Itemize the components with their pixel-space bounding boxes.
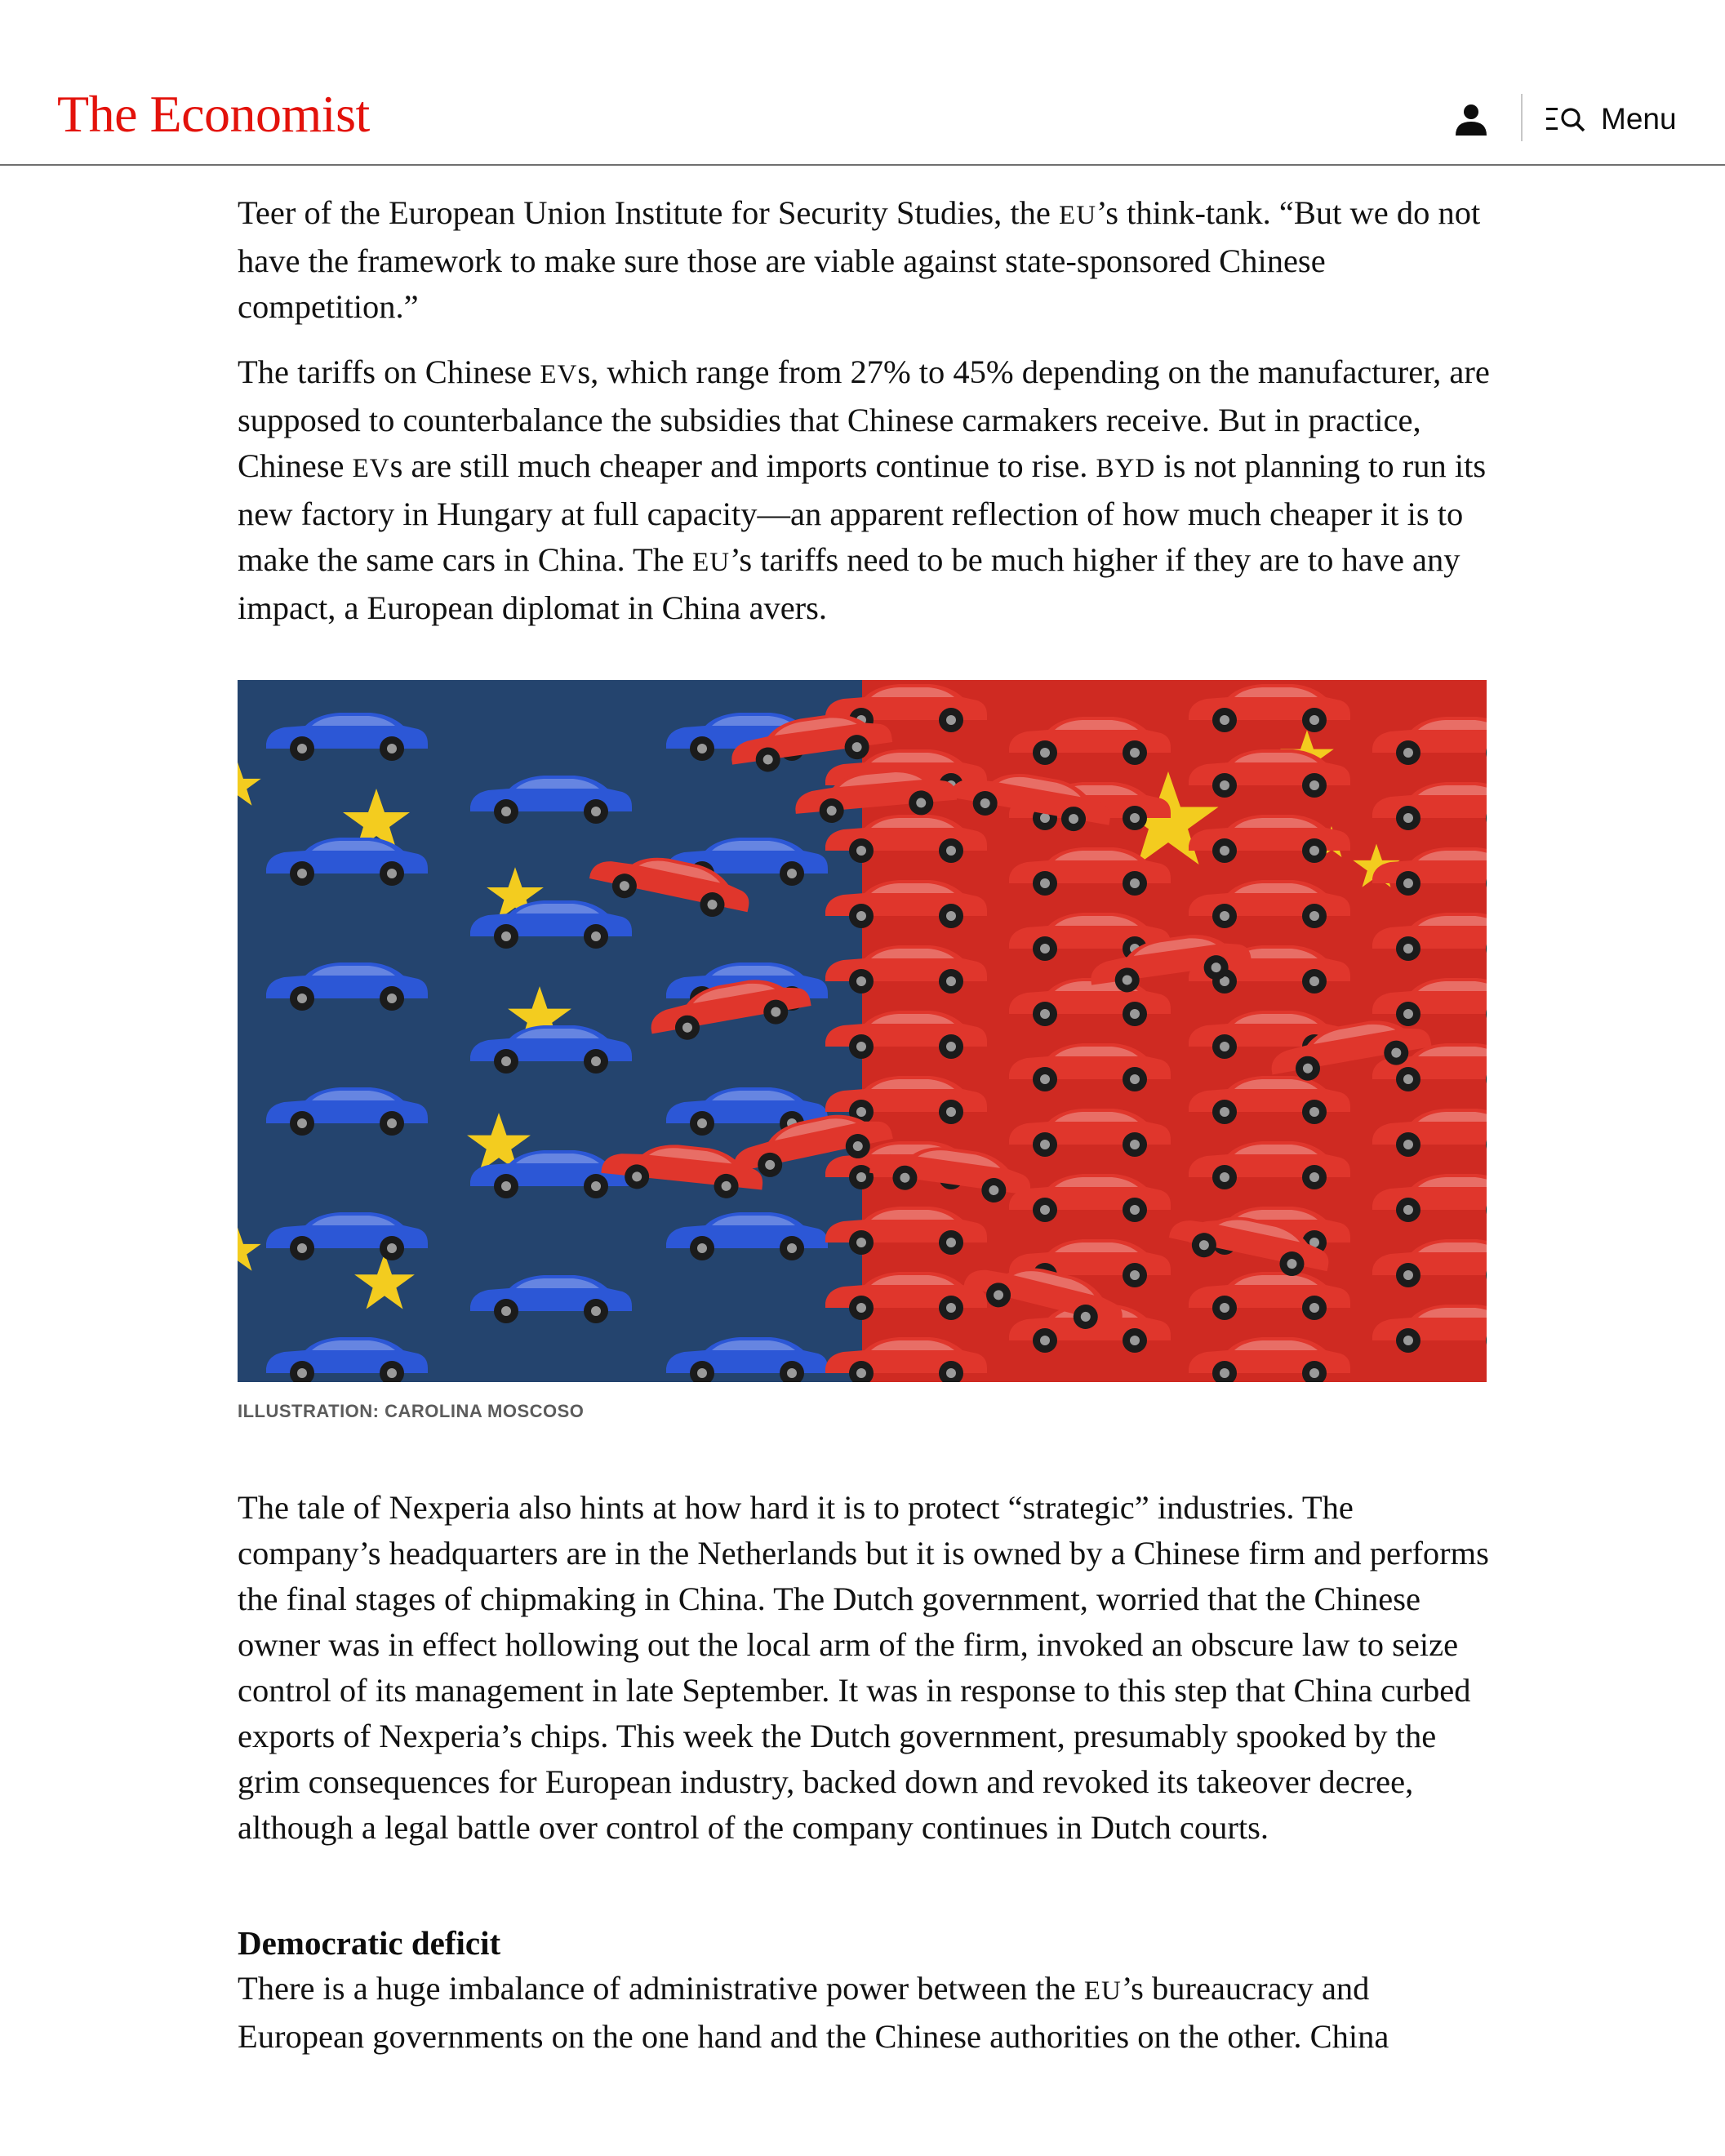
illustration-caption: ILLUSTRATION: CAROLINA MOSCOSO <box>238 1401 585 1421</box>
user-icon[interactable] <box>1453 103 1489 136</box>
article-paragraph-1 <box>238 190 1499 330</box>
para4-text-b: ’s bureaucracy and European governments on the one hand and the Chinese authorities on the other. China <box>238 1970 1389 2055</box>
header-divider <box>1521 94 1523 141</box>
para2-text-e: ’s tariffs need to be much higher if they are to have any impact, a European diplomat in China avers. <box>238 541 1460 626</box>
section-subhead: Democratic deficit <box>238 1924 501 1962</box>
article-paragraph-2 <box>238 349 1499 631</box>
para1-eu-abbrev: EU <box>1059 201 1097 230</box>
para2-ev-abbrev-2: EV <box>352 454 390 483</box>
para2-text-c: s are still much cheaper and imports continue to rise. <box>389 447 1096 484</box>
para1-text-b: ’s think-tank. “But we do not have the framework to make sure those are viable against state-sponsored Chinese competition.” <box>238 194 1481 325</box>
menu-label: Menu <box>1601 102 1677 136</box>
para2-text-d: is not planning to run its new factory in Hungary at full capacity—an apparent reflection of how much cheaper it is to make the same cars in China. The <box>238 447 1487 578</box>
menu-search-icon <box>1545 104 1591 134</box>
ev-flags-illustration <box>238 680 1487 1382</box>
para2-eu-abbrev: EU <box>692 548 731 577</box>
article-paragraph-4 <box>238 1966 1499 2060</box>
para1-text-a: Teer of the European Union Institute for Security Studies, the <box>238 194 1060 231</box>
para2-ev-abbrev-1: EV <box>540 360 578 389</box>
para2-text-b: s, which range from 27% to 45% depending on the manufacturer, are supposed to counterbalance the subsidies that Chinese carmakers receive. But in practice, Chinese <box>238 353 1490 484</box>
site-header <box>0 0 1725 166</box>
para4-eu-abbrev: EU <box>1083 1976 1122 2006</box>
para4-text-a: There is a huge imbalance of administrative power between the <box>238 1970 1084 2007</box>
menu-button[interactable] <box>1545 100 1677 139</box>
economist-logo[interactable]: The Economist <box>57 85 370 143</box>
article-paragraph-3: The tale of Nexperia also hints at how hard it is to protect “strategic” industries. The company’s headquarters are in the Netherlands but it is owned by a Chinese firm and performs the final stages of chipmaking in China. The Dutch government, worried that the Chinese owner was in effect hollowing out the local arm of the firm, invoked an obscure law to seize control of its management in late September. It was in response to this step that China curbed exports of Nexperia’s chips. This week the Dutch government, presumably spooked by the grim consequences for European industry, backed down and revoked its takeover decree, although a legal battle over control of the company continues in Dutch courts. <box>238 1489 1489 1846</box>
para2-byd-abbrev: BYD <box>1096 454 1156 483</box>
para2-text-a: The tariffs on Chinese <box>238 353 540 390</box>
paywall-fade <box>0 2057 1725 2156</box>
